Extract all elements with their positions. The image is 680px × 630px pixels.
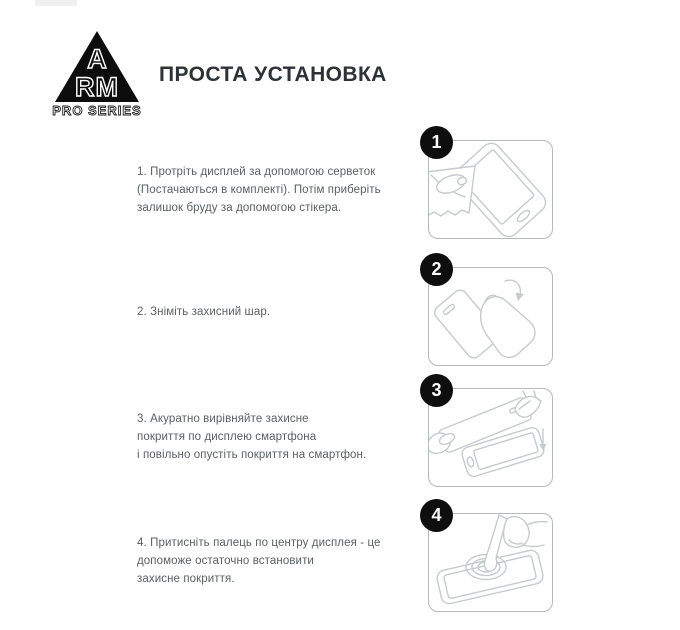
step-3-line-2: покриття по дисплею смартфона <box>137 431 317 443</box>
step-4-number-badge: 4 <box>420 499 453 532</box>
step-3-instruction <box>137 410 437 464</box>
step-4-line-3: захисне покриття. <box>137 573 235 585</box>
page-title: ПРОСТА УСТАНОВКА <box>159 63 387 86</box>
step-1-instruction <box>137 163 437 217</box>
step-3-number-badge: 3 <box>420 374 453 407</box>
logo-letter-a: A <box>87 44 107 74</box>
step-1-figure <box>420 126 560 246</box>
logo-subtitle: PRO SERIES <box>52 103 142 118</box>
step-2-number-badge: 2 <box>420 253 453 286</box>
step-4-line-2: допоможе остаточно встановити <box>137 555 314 567</box>
step-1-number-badge: 1 <box>420 126 453 159</box>
step-4-figure <box>420 499 560 619</box>
step-3-line-1: 3. Акуратно вирівняйте захисне <box>137 413 309 425</box>
step-4-instruction <box>137 534 437 588</box>
step-1-line-3: залишок бруду за допомогою стікера. <box>137 202 342 214</box>
step-2-figure <box>420 253 560 373</box>
scan-artifact <box>35 0 77 6</box>
align-protector-illustration-icon <box>429 389 552 486</box>
arm-pro-series-logo <box>47 26 147 118</box>
step-2-instruction <box>137 303 437 321</box>
step-2-line-1: 2. Зніміть захисний шар. <box>137 306 271 318</box>
press-center-illustration-icon <box>429 514 552 611</box>
logo-letters-rm: RM <box>75 72 119 102</box>
step-1-line-2: (Постачаються в комплекті). Потім приберіть <box>137 184 381 196</box>
right-hand-icon <box>515 391 541 417</box>
wipe-phone-illustration-icon <box>429 141 552 238</box>
pressing-finger-icon <box>484 515 547 571</box>
step-1-line-1: 1. Протріть дисплей за допомогою серветок <box>137 166 376 178</box>
step-3-line-3: і повільно опустіть покриття на смартфон. <box>137 449 367 461</box>
peel-direction-arrow-icon <box>505 280 524 301</box>
step-3-figure <box>420 374 560 494</box>
step-4-line-1: 4. Притисніть палець по центру дисплея - це <box>137 537 381 549</box>
peel-film-illustration-icon <box>429 268 552 365</box>
